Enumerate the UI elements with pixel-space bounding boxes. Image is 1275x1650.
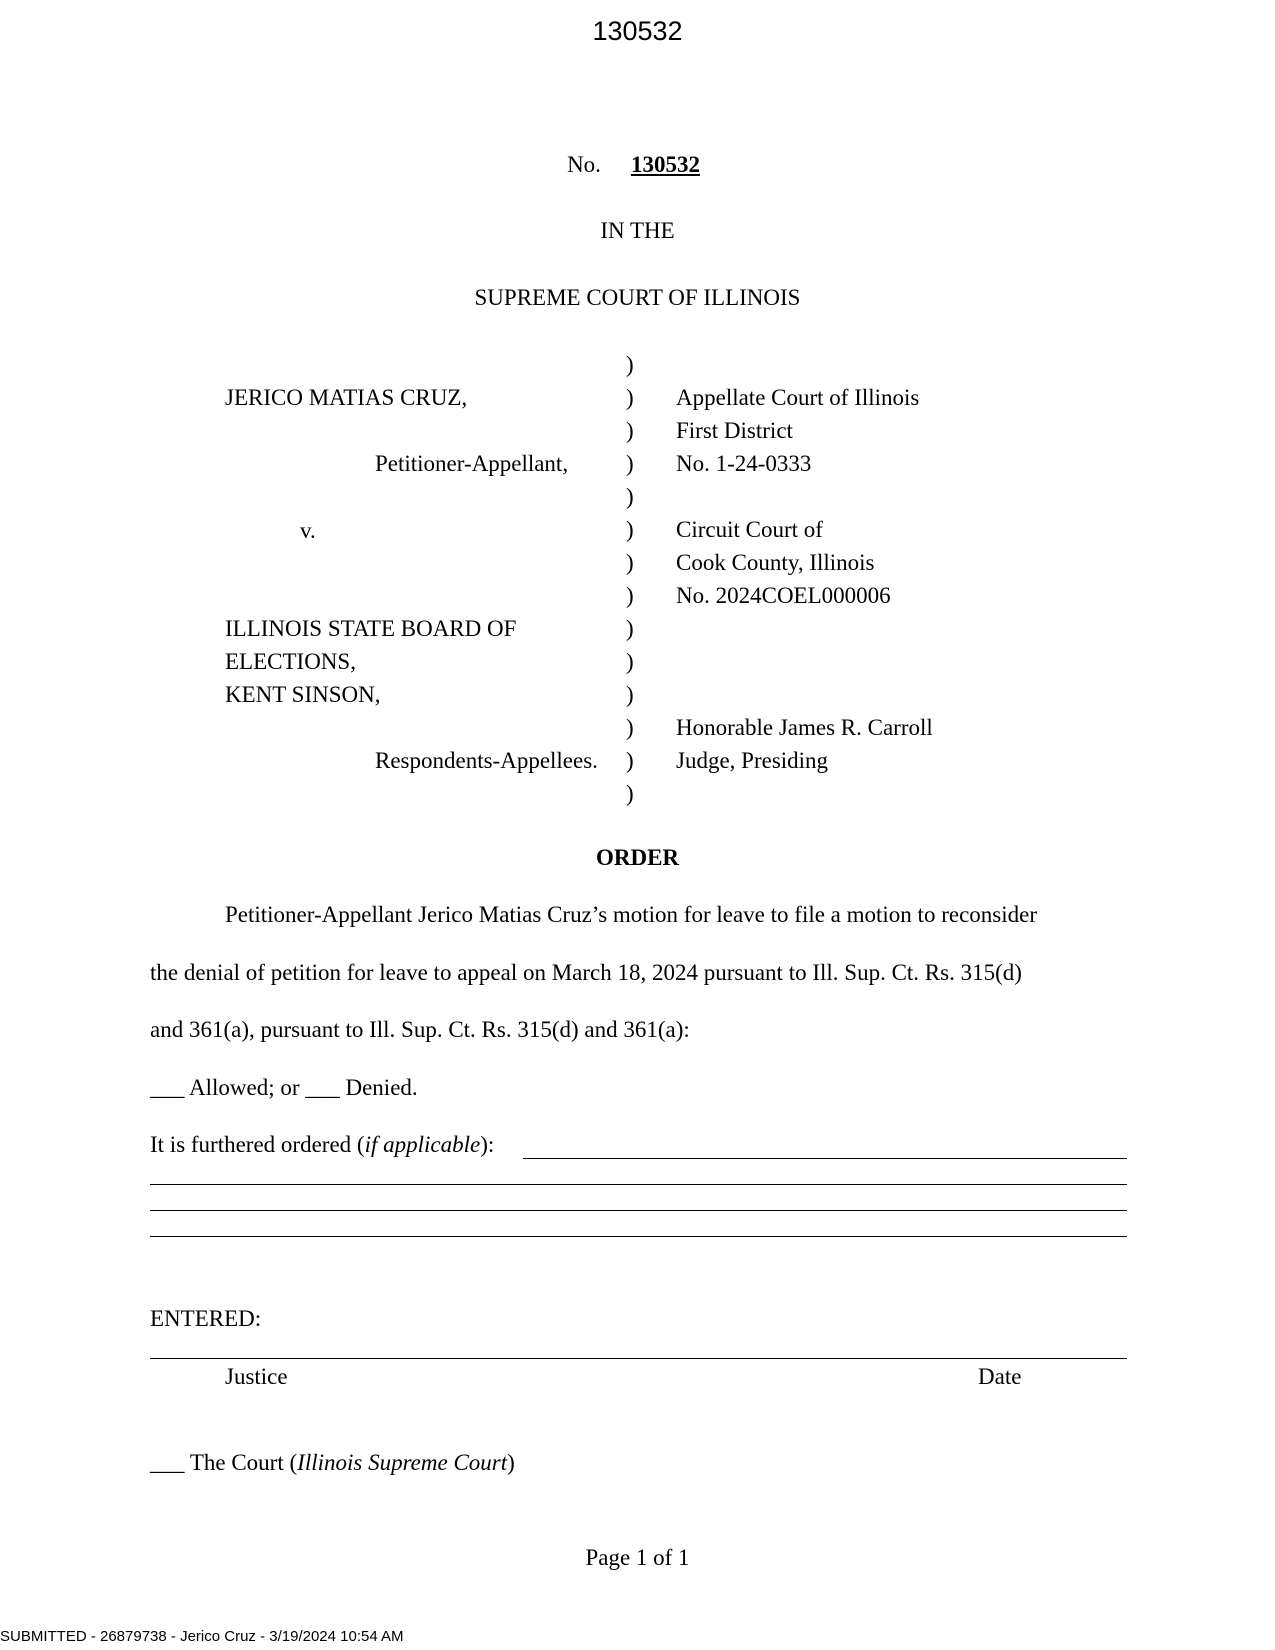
further-ordered-label [150, 1132, 494, 1158]
presiding-judge: Honorable James R. Carroll [676, 715, 933, 740]
order-heading: ORDER [595, 845, 680, 870]
date-label: Date [978, 1364, 1022, 1389]
respondent-line-2: ELECTIONS, [225, 649, 356, 674]
caption-paren: ) [626, 748, 634, 773]
further-ordered-line [150, 1236, 1127, 1237]
appellate-number: No. 1-24-0333 [676, 451, 812, 476]
signature-line [150, 1358, 1127, 1359]
court-suffix: ) [507, 1450, 515, 1475]
caption-paren: ) [626, 616, 634, 641]
court-choice [150, 1450, 515, 1476]
caption-paren: ) [626, 385, 634, 410]
caption-paren: ) [626, 649, 634, 674]
caption-paren: ) [626, 484, 634, 509]
entered-label: ENTERED: [150, 1306, 262, 1331]
circuit-county: Cook County, Illinois [676, 550, 875, 575]
page-header-number: 130532 [592, 16, 683, 46]
order-body-line-1: Petitioner-Appellant Jerico Matias Cruz’s motion for leave to file a motion to reconsider [225, 902, 1037, 927]
further-ordered-line [150, 1184, 1127, 1185]
further-suffix: ): [480, 1132, 495, 1157]
docket-label: No. [567, 152, 601, 177]
circuit-court: Circuit Court of [676, 517, 823, 542]
caption-paren: ) [626, 517, 634, 542]
order-body-line-2: the denial of petition for leave to appeal on March 18, 2024 pursuant to Ill. Sup. Ct. Rs. 315(d) [150, 960, 1022, 985]
docket-number: 130532 [630, 152, 700, 177]
respondent-line-1: ILLINOIS STATE BOARD OF [225, 616, 517, 641]
caption-paren: ) [626, 682, 634, 707]
court-italic: Illinois Supreme Court [297, 1450, 508, 1475]
docket-line [0, 152, 1275, 178]
further-prefix: It is furthered ordered ( [150, 1132, 365, 1157]
justice-label: Justice [225, 1364, 288, 1389]
order-body-line-3: and 361(a), pursuant to Ill. Sup. Ct. Rs. 315(d) and 361(a): [150, 1017, 690, 1042]
caption-paren: ) [626, 715, 634, 740]
further-ordered-line [150, 1210, 1127, 1211]
appellate-district: First District [676, 418, 793, 443]
petitioner-role: Petitioner-Appellant, [375, 451, 569, 476]
versus: v. [300, 518, 316, 543]
respondent-role: Respondents-Appellees. [375, 748, 598, 773]
judge-title: Judge, Presiding [676, 748, 829, 773]
respondent-line-3: KENT SINSON, [225, 682, 381, 707]
caption-paren: ) [626, 583, 634, 608]
allowed-denied-choice: ___ Allowed; or ___ Denied. [150, 1075, 418, 1100]
appellate-court: Appellate Court of Illinois [676, 385, 920, 410]
court-name-heading: SUPREME COURT OF ILLINOIS [474, 285, 801, 310]
caption-paren: ) [626, 451, 634, 476]
caption-paren: ) [626, 418, 634, 443]
circuit-number: No. 2024COEL000006 [676, 583, 891, 608]
further-italic: if applicable [364, 1132, 481, 1157]
in-the-heading: IN THE [600, 218, 675, 243]
caption-paren: ) [626, 352, 634, 377]
further-ordered-line [523, 1158, 1127, 1159]
caption-paren: ) [626, 550, 634, 575]
petitioner-name: JERICO MATIAS CRUZ, [225, 385, 468, 410]
submitted-stamp: SUBMITTED - 26879738 - Jerico Cruz - 3/19/2024 10:54 AM [0, 1628, 404, 1645]
court-prefix: ___ The Court ( [150, 1450, 298, 1475]
page-of-footer: Page 1 of 1 [585, 1545, 690, 1570]
caption-paren: ) [626, 781, 634, 806]
